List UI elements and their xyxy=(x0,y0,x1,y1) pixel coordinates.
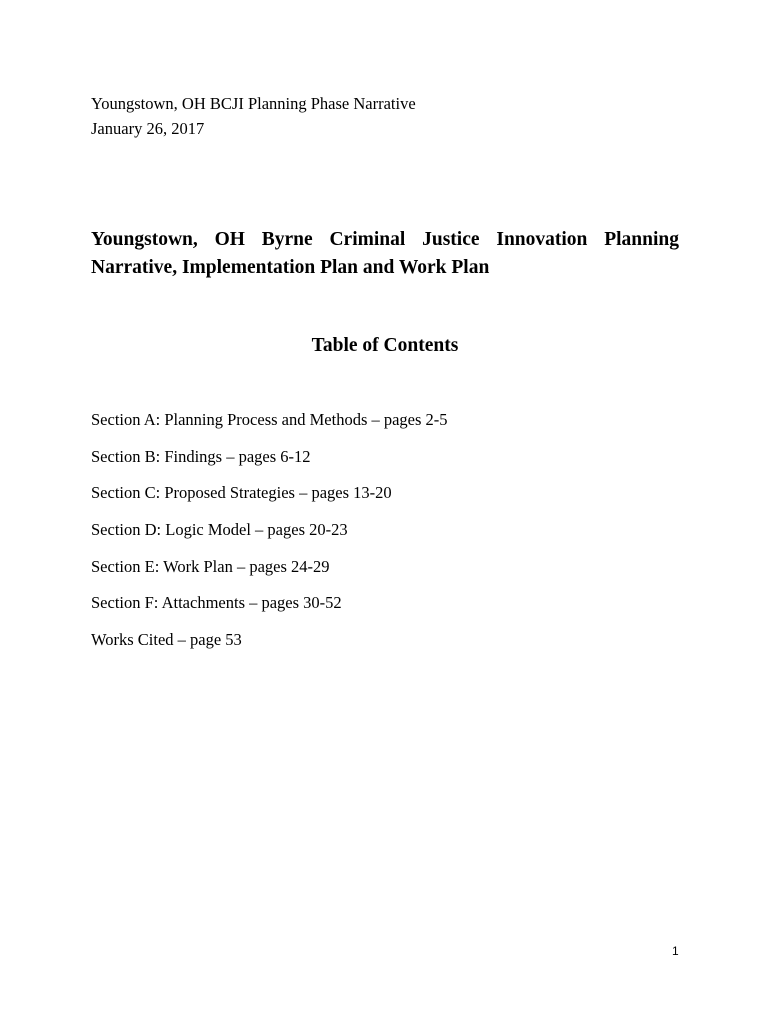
header-subtitle: Youngstown, OH BCJI Planning Phase Narrative xyxy=(91,94,416,113)
toc-item-section-c: Section C: Proposed Strategies – pages 13-20 xyxy=(91,483,392,503)
page-number: 1 xyxy=(672,944,679,958)
toc-list xyxy=(91,410,448,667)
document-title: Youngstown, OH Byrne Criminal Justice Innovation Planning Narrative, Implementation Plan and Work Plan xyxy=(91,229,679,278)
toc-item-works-cited: Works Cited – page 53 xyxy=(91,630,242,650)
header-date: January 26, 2017 xyxy=(91,119,205,138)
toc-item-section-e: Section E: Work Plan – pages 24-29 xyxy=(91,556,330,576)
toc-item-section-b: Section B: Findings – pages 6-12 xyxy=(91,446,311,466)
toc-heading: Table of Contents xyxy=(311,335,459,356)
toc-item-section-d: Section D: Logic Model – pages 20-23 xyxy=(91,520,348,540)
toc-item-section-f: Section F: Attachments – pages 30-52 xyxy=(91,593,342,613)
toc-item-section-a: Section A: Planning Process and Methods – pages 2-5 xyxy=(91,410,448,429)
